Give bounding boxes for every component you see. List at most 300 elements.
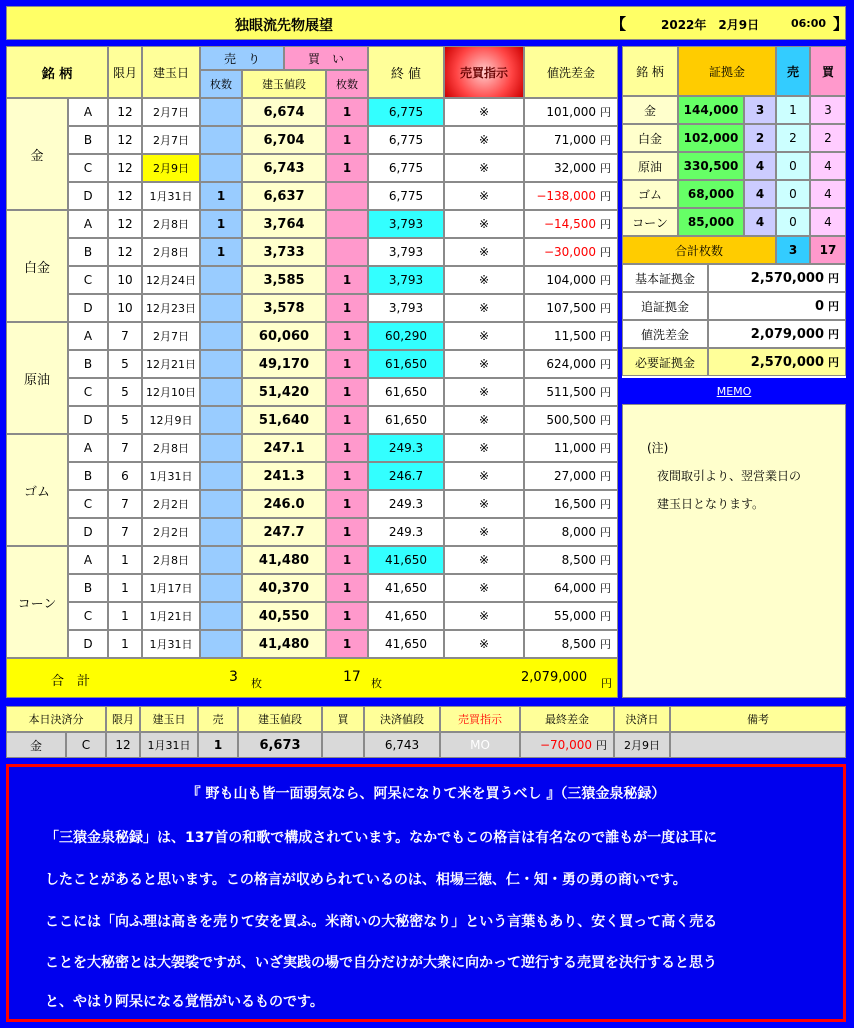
row-mark-to-market <box>524 350 618 378</box>
row-mark-to-market <box>524 574 618 602</box>
row-month: 5 <box>108 406 142 434</box>
row-close-price: 61,650 <box>368 406 444 434</box>
settle-price: 6,743 <box>364 732 440 758</box>
yen-unit: 円 <box>600 442 611 455</box>
row-code: A <box>68 210 108 238</box>
margin-amount: 102,000 <box>678 124 744 152</box>
margin-sell: 2 <box>776 124 810 152</box>
row-sell-count: 1 <box>200 182 242 210</box>
margin-total-buy: 17 <box>810 236 846 264</box>
memo-line-1: 夜間取引より、翌営業日の <box>657 469 802 483</box>
row-trade-instruction: ※ <box>444 266 524 294</box>
row-trade-instruction: ※ <box>444 294 524 322</box>
margin-summary-amount: 2,570,000 <box>750 270 824 286</box>
row-code: B <box>68 126 108 154</box>
margin-commodity: ゴム <box>622 180 678 208</box>
margin-panel <box>622 46 846 378</box>
memo-box <box>622 404 846 698</box>
col-header-tategyoku-nedan: 建玉値段 <box>242 70 326 98</box>
row-sell-count <box>200 574 242 602</box>
row-buy-count: 1 <box>326 406 368 434</box>
margin-amount: 330,500 <box>678 152 744 180</box>
margin-summary-amount: 2,570,000 <box>750 354 824 370</box>
row-close-price: 6,775 <box>368 154 444 182</box>
row-entry-price: 247.1 <box>242 434 326 462</box>
header-time: 06:00 <box>791 17 827 30</box>
row-entry-price: 6,704 <box>242 126 326 154</box>
row-code: B <box>68 238 108 266</box>
row-close-price: 6,775 <box>368 98 444 126</box>
margin-header-meigara: 銘 柄 <box>622 46 678 96</box>
row-diff-value: 32,000 <box>554 161 596 175</box>
row-buy-count <box>326 182 368 210</box>
row-entry-price: 3,733 <box>242 238 326 266</box>
row-close-price: 3,793 <box>368 266 444 294</box>
memo-link-bar <box>622 380 846 402</box>
row-date: 1月17日 <box>142 574 200 602</box>
row-code: D <box>68 182 108 210</box>
row-sell-count <box>200 266 242 294</box>
commodity-name: コーン <box>6 546 68 658</box>
row-close-price: 6,775 <box>368 126 444 154</box>
row-month: 1 <box>108 574 142 602</box>
yen-unit: 円 <box>600 610 611 623</box>
row-trade-instruction: ※ <box>444 210 524 238</box>
row-entry-price: 51,640 <box>242 406 326 434</box>
margin-summary-amount: 2,079,000 <box>750 326 824 342</box>
row-diff-value: 64,000 <box>554 581 596 595</box>
settle-final-diff <box>520 732 614 758</box>
quote-line-1: したことがあると思います。この格言が収められているのは、相場三徳、仁・知・勇の勇の商いです。 <box>45 872 687 888</box>
row-mark-to-market <box>524 518 618 546</box>
row-entry-price: 6,743 <box>242 154 326 182</box>
row-close-price: 41,650 <box>368 574 444 602</box>
col-header-uri-maisu: 枚数 <box>200 70 242 98</box>
row-month: 12 <box>108 210 142 238</box>
row-diff-value: 500,500 <box>546 413 596 427</box>
header-date: 2022年 2月9日 <box>661 18 760 32</box>
margin-header-shokokin: 証拠金 <box>678 46 776 96</box>
yen-unit: 円 <box>600 190 611 203</box>
yen-unit: 円 <box>600 414 611 427</box>
row-close-price: 249.3 <box>368 434 444 462</box>
settlement-table <box>6 706 846 758</box>
settle-header-3: 建玉日 <box>140 706 198 732</box>
settle-date: 2月9日 <box>614 732 670 758</box>
row-date: 2月2日 <box>142 518 200 546</box>
yen-unit: 円 <box>600 358 611 371</box>
col-header-gengetsu: 限月 <box>108 46 142 98</box>
margin-summary-value <box>708 264 846 292</box>
row-month: 10 <box>108 294 142 322</box>
row-trade-instruction: ※ <box>444 378 524 406</box>
row-trade-instruction: ※ <box>444 518 524 546</box>
row-month: 12 <box>108 98 142 126</box>
col-header-neaaraisa: 値洗差金 <box>524 46 618 98</box>
row-close-price: 41,650 <box>368 630 444 658</box>
totals-sell-unit: 枚 <box>251 677 262 690</box>
totals-buy-unit: 枚 <box>371 677 382 690</box>
col-header-uri: 売 り <box>200 46 284 70</box>
margin-commodity: コーン <box>622 208 678 236</box>
margin-sell: 0 <box>776 208 810 236</box>
row-close-price: 6,775 <box>368 182 444 210</box>
row-entry-price: 6,637 <box>242 182 326 210</box>
row-buy-count: 1 <box>326 602 368 630</box>
row-entry-price: 41,480 <box>242 630 326 658</box>
row-date: 2月8日 <box>142 546 200 574</box>
positions-table <box>6 46 618 698</box>
row-trade-instruction: ※ <box>444 350 524 378</box>
yen-unit: 円 <box>600 218 611 231</box>
row-mark-to-market <box>524 154 618 182</box>
row-trade-instruction: ※ <box>444 182 524 210</box>
row-code: D <box>68 518 108 546</box>
margin-commodity: 原油 <box>622 152 678 180</box>
row-buy-count: 1 <box>326 378 368 406</box>
row-date: 12月21日 <box>142 350 200 378</box>
margin-sell: 1 <box>776 96 810 124</box>
row-diff-value: 107,500 <box>546 301 596 315</box>
row-diff-value: 104,000 <box>546 273 596 287</box>
row-date: 1月31日 <box>142 182 200 210</box>
row-code: D <box>68 406 108 434</box>
settle-header-5: 建玉値段 <box>238 706 322 732</box>
margin-summary-value <box>708 320 846 348</box>
row-trade-instruction: ※ <box>444 98 524 126</box>
settle-commodity: 金 <box>6 732 66 758</box>
commodity-name: 原油 <box>6 322 68 434</box>
row-trade-instruction: ※ <box>444 546 524 574</box>
row-diff-value: 624,000 <box>546 357 596 371</box>
margin-summary-label: 必要証拠金 <box>622 348 708 376</box>
row-buy-count: 1 <box>326 462 368 490</box>
row-trade-instruction: ※ <box>444 602 524 630</box>
row-code: A <box>68 322 108 350</box>
row-close-price: 249.3 <box>368 518 444 546</box>
row-diff-value: 27,000 <box>554 469 596 483</box>
row-mark-to-market <box>524 490 618 518</box>
row-mark-to-market <box>524 266 618 294</box>
quote-line-0: 「三猿金泉秘録」は、137首の和歌で構成されています。なかでもこの格言は有名なので誰もが一度は耳に <box>45 830 718 846</box>
row-date: 1月31日 <box>142 630 200 658</box>
margin-buy: 2 <box>810 124 846 152</box>
row-sell-count <box>200 546 242 574</box>
row-trade-instruction: ※ <box>444 126 524 154</box>
yen-unit: 円 <box>600 638 611 651</box>
settle-entry-price: 6,673 <box>238 732 322 758</box>
row-sell-count <box>200 434 242 462</box>
row-trade-instruction: ※ <box>444 238 524 266</box>
margin-summary-label: 基本証拠金 <box>622 264 708 292</box>
margin-count: 3 <box>744 96 776 124</box>
row-sell-count: 1 <box>200 210 242 238</box>
yen-unit: 円 <box>600 302 611 315</box>
row-sell-count <box>200 462 242 490</box>
yen-unit: 円 <box>596 739 607 752</box>
row-buy-count: 1 <box>326 294 368 322</box>
row-sell-count: 1 <box>200 238 242 266</box>
row-diff-value: 11,000 <box>554 441 596 455</box>
margin-count: 4 <box>744 208 776 236</box>
totals-label: 合 計 <box>51 674 91 689</box>
col-header-baibai-shiji <box>444 46 524 98</box>
margin-amount: 85,000 <box>678 208 744 236</box>
col-header-meigara: 銘 柄 <box>6 46 108 98</box>
quote-line-2: ここには「向ふ理は高きを売りて安を買ふ。米商いの大秘密なり」という言葉もあり、安く買って高く売る <box>45 914 718 930</box>
row-month: 1 <box>108 546 142 574</box>
row-buy-count: 1 <box>326 630 368 658</box>
row-trade-instruction: ※ <box>444 322 524 350</box>
row-sell-count <box>200 350 242 378</box>
row-mark-to-market <box>524 462 618 490</box>
row-code: A <box>68 546 108 574</box>
row-date: 2月8日 <box>142 210 200 238</box>
row-trade-instruction: ※ <box>444 462 524 490</box>
row-mark-to-market <box>524 406 618 434</box>
row-code: C <box>68 266 108 294</box>
row-close-price: 60,290 <box>368 322 444 350</box>
header-bar <box>6 6 849 40</box>
row-code: C <box>68 602 108 630</box>
row-entry-price: 247.7 <box>242 518 326 546</box>
margin-amount: 144,000 <box>678 96 744 124</box>
row-mark-to-market <box>524 546 618 574</box>
margin-amount: 68,000 <box>678 180 744 208</box>
row-close-price: 61,650 <box>368 378 444 406</box>
row-close-price: 3,793 <box>368 210 444 238</box>
row-entry-price: 3,585 <box>242 266 326 294</box>
yen-unit: 円 <box>600 470 611 483</box>
row-diff-value: 55,000 <box>554 609 596 623</box>
row-month: 12 <box>108 154 142 182</box>
row-sell-count <box>200 98 242 126</box>
yen-unit: 円 <box>600 498 611 511</box>
row-code: C <box>68 490 108 518</box>
row-buy-count: 1 <box>326 98 368 126</box>
margin-sell: 0 <box>776 180 810 208</box>
row-buy-count: 1 <box>326 350 368 378</box>
yen-unit: 円 <box>600 106 611 119</box>
col-header-kai: 買 い <box>284 46 368 70</box>
row-close-price: 249.3 <box>368 490 444 518</box>
quote-line-3: ことを大秘密とは大袈裟ですが、いざ実践の場で自分だけが大衆に向かって逆行する売買を決行すると思う <box>45 955 717 971</box>
yen-unit: 円 <box>828 272 839 285</box>
commodity-name: 白金 <box>6 210 68 322</box>
row-mark-to-market <box>524 294 618 322</box>
row-diff-value: 16,500 <box>554 497 596 511</box>
row-month: 12 <box>108 238 142 266</box>
row-trade-instruction: ※ <box>444 574 524 602</box>
yen-unit: 円 <box>600 582 611 595</box>
settle-note <box>670 732 846 758</box>
row-buy-count: 1 <box>326 546 368 574</box>
row-date: 1月31日 <box>142 462 200 490</box>
margin-buy: 3 <box>810 96 846 124</box>
settle-header-10: 決済日 <box>614 706 670 732</box>
settle-instruction: MO <box>440 732 520 758</box>
row-entry-price: 3,578 <box>242 294 326 322</box>
row-date: 2月7日 <box>142 98 200 126</box>
row-mark-to-market <box>524 378 618 406</box>
row-entry-price: 3,764 <box>242 210 326 238</box>
row-date: 2月8日 <box>142 238 200 266</box>
row-month: 7 <box>108 490 142 518</box>
row-buy-count <box>326 210 368 238</box>
totals-buy: 17 <box>343 669 361 685</box>
settle-header-4: 売 <box>198 706 238 732</box>
row-code: D <box>68 630 108 658</box>
row-diff-value: 8,500 <box>561 553 596 567</box>
margin-summary-value <box>708 348 846 376</box>
row-code: A <box>68 434 108 462</box>
row-code: B <box>68 574 108 602</box>
row-date: 1月21日 <box>142 602 200 630</box>
row-mark-to-market <box>524 126 618 154</box>
row-date: 2月9日 <box>142 154 200 182</box>
row-entry-price: 246.0 <box>242 490 326 518</box>
settle-header-9: 最終差金 <box>520 706 614 732</box>
row-month: 1 <box>108 602 142 630</box>
row-buy-count <box>326 238 368 266</box>
row-close-price: 246.7 <box>368 462 444 490</box>
row-mark-to-market <box>524 602 618 630</box>
row-code: A <box>68 98 108 126</box>
row-diff-value: 8,000 <box>561 525 596 539</box>
yen-unit: 円 <box>828 356 839 369</box>
row-month: 5 <box>108 378 142 406</box>
row-date: 12月9日 <box>142 406 200 434</box>
row-date: 12月23日 <box>142 294 200 322</box>
row-entry-price: 49,170 <box>242 350 326 378</box>
row-buy-count: 1 <box>326 434 368 462</box>
row-month: 1 <box>108 630 142 658</box>
row-diff-value: −30,000 <box>543 245 596 259</box>
baibai-shiji-label: 売買指示 <box>459 65 508 80</box>
row-mark-to-market <box>524 98 618 126</box>
row-entry-price: 6,674 <box>242 98 326 126</box>
memo-line-2: 建玉日となります。 <box>657 497 765 511</box>
row-buy-count: 1 <box>326 154 368 182</box>
row-month: 5 <box>108 350 142 378</box>
row-entry-price: 51,420 <box>242 378 326 406</box>
totals-sell: 3 <box>229 669 238 685</box>
row-sell-count <box>200 406 242 434</box>
row-entry-price: 41,480 <box>242 546 326 574</box>
row-sell-count <box>200 518 242 546</box>
bracket-close: 】 <box>833 15 849 33</box>
row-sell-count <box>200 322 242 350</box>
row-date: 2月2日 <box>142 490 200 518</box>
col-header-owarine: 終 値 <box>368 46 444 98</box>
row-month: 12 <box>108 126 142 154</box>
margin-summary-label: 追証拠金 <box>622 292 708 320</box>
row-code: C <box>68 378 108 406</box>
col-header-kai-maisu: 枚数 <box>326 70 368 98</box>
col-header-tategyokubi: 建玉日 <box>142 46 200 98</box>
row-sell-count <box>200 630 242 658</box>
row-diff-value: 71,000 <box>554 133 596 147</box>
totals-row <box>6 658 618 698</box>
margin-total-sell: 3 <box>776 236 810 264</box>
margin-commodity: 白金 <box>622 124 678 152</box>
row-sell-count <box>200 490 242 518</box>
row-mark-to-market <box>524 322 618 350</box>
row-date: 2月7日 <box>142 322 200 350</box>
bracket-open: 【 <box>611 15 627 33</box>
row-mark-to-market <box>524 434 618 462</box>
yen-unit: 円 <box>828 300 839 313</box>
row-diff-value: 8,500 <box>561 637 596 651</box>
settle-diff-value: −70,000 <box>539 738 592 752</box>
margin-count: 2 <box>744 124 776 152</box>
row-sell-count <box>200 378 242 406</box>
margin-buy: 4 <box>810 152 846 180</box>
row-buy-count: 1 <box>326 574 368 602</box>
row-close-price: 41,650 <box>368 546 444 574</box>
yen-unit: 円 <box>600 162 611 175</box>
settle-header-6: 買 <box>322 706 364 732</box>
row-entry-price: 40,550 <box>242 602 326 630</box>
row-entry-price: 241.3 <box>242 462 326 490</box>
commodity-name: 金 <box>6 98 68 210</box>
yen-unit: 円 <box>600 274 611 287</box>
settle-code: C <box>66 732 106 758</box>
row-mark-to-market <box>524 238 618 266</box>
row-month: 7 <box>108 434 142 462</box>
row-diff-value: −138,000 <box>536 189 596 203</box>
margin-commodity: 金 <box>622 96 678 124</box>
row-month: 6 <box>108 462 142 490</box>
row-mark-to-market <box>524 630 618 658</box>
yen-unit: 円 <box>601 677 612 690</box>
row-close-price: 3,793 <box>368 294 444 322</box>
quote-title: 『 野も山も皆一面弱気なら、阿呆になりて米を買うべし 』（三猿金泉秘録） <box>186 786 666 802</box>
yen-unit: 円 <box>600 554 611 567</box>
margin-total-label: 合計枚数 <box>622 236 776 264</box>
row-date: 12月10日 <box>142 378 200 406</box>
row-sell-count <box>200 126 242 154</box>
row-trade-instruction: ※ <box>444 630 524 658</box>
row-close-price: 3,793 <box>368 238 444 266</box>
settle-buy <box>322 732 364 758</box>
row-entry-price: 60,060 <box>242 322 326 350</box>
row-buy-count: 1 <box>326 322 368 350</box>
settle-sell: 1 <box>198 732 238 758</box>
row-sell-count <box>200 602 242 630</box>
memo-link[interactable]: MEMO <box>716 384 752 398</box>
settle-header-0: 本日決済分 <box>6 706 106 732</box>
row-buy-count: 1 <box>326 266 368 294</box>
page-title: 独眼流先物展望 <box>235 18 333 34</box>
row-code: C <box>68 154 108 182</box>
commodity-name: ゴム <box>6 434 68 546</box>
margin-summary-label: 値洗差金 <box>622 320 708 348</box>
settle-entry-date: 1月31日 <box>140 732 198 758</box>
yen-unit: 円 <box>600 330 611 343</box>
row-code: B <box>68 350 108 378</box>
row-diff-value: 101,000 <box>546 105 596 119</box>
row-month: 7 <box>108 518 142 546</box>
quote-line-4: と、やはり阿呆になる覚悟がいるものです。 <box>45 994 324 1010</box>
row-close-price: 61,650 <box>368 350 444 378</box>
yen-unit: 円 <box>828 328 839 341</box>
row-diff-value: −14,500 <box>543 217 596 231</box>
row-mark-to-market <box>524 182 618 210</box>
margin-sell: 0 <box>776 152 810 180</box>
yen-unit: 円 <box>600 246 611 259</box>
row-date: 12月24日 <box>142 266 200 294</box>
